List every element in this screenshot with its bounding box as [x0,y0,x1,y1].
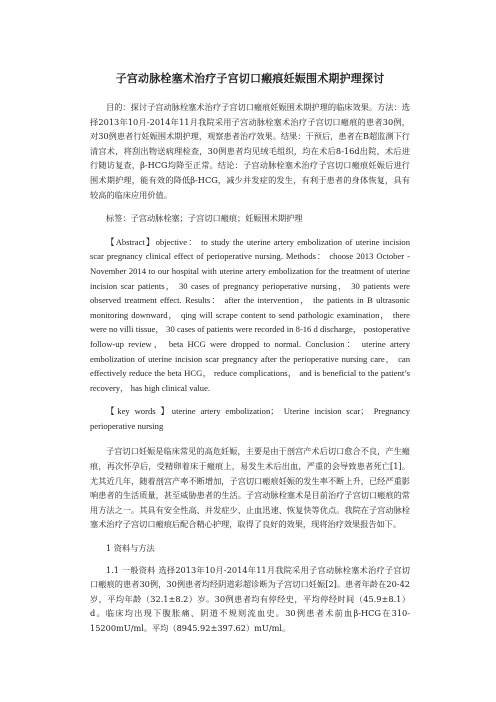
section-heading: 1 资料与方法 [106,543,155,554]
abstract-cn: 目的：探讨子宫动脉栓塞术治疗子宫切口瘢痕妊娠围术期护理的临床效果。方法：选择2013年10月-2014年11月我院采用子宫动脉栓塞术治疗子宫切口瘢痕的患者30例，对30例患者行妊娠围术期护理，观察患者治疗效果。结果：干预后，患者在B超监测下行清宫术，将刮出物送病理检查，30例患者均见绒毛组织，均在术后8-16d出院，术后进行随访复查，β-HCG均降至正常。结论：子宫动脉栓塞术治疗子宫切口瘢痕妊娠后进行围术期护理，能有效的降低β-HCG，减少并发症的发生，有利于患者的身体恢复，具有较高的临床应用价值。 [90,102,410,200]
intro-paragraph: 子宫切口妊娠是临床常见的高危妊娠，主要是由于剖宫产术后切口愈合不良，产生瘢痕，再次怀孕后，受精卵着床于瘢痕上，易发生术后出血，严重的会导致患者死亡[1]。尤其近几年，随着剖宫产率不断增加，子宫切口瘢痕妊娠的发生率不断上升，已经严重影响患者的生活质量，甚至威胁患者的生活。子宫动脉栓塞术是目前治疗子宫切口瘢痕的常用方法之一。其具有安全性高、并发症少、止血迅速、恢复快等优点。我院在子宫动脉栓塞术治疗子宫切口瘢痕后配合精心护理，取得了良好的效果，现将治疗效果报告如下。 [90,446,410,530]
keywords-cn: 标签：子宫动脉栓塞；子宫切口瘢痕；妊娠围术期护理 [106,213,303,224]
abstract-en: 【Abstract】objective： to study the uterine artery embolization of uterine incision scar pregnancy clinical effect of perioperative nursing. Methods： choose 2013 October - November 2014 to our hospital with uterine artery embolization for the treatment of uterine incision scar patients， 30 cases of pregnancy perioperative nursing， 30 patients were observed treatment effect. Results： after the intervention， the patients in B ultrasonic monitoring downward， qing will scrape content to send pathologic examination， there were no villi tissue， 30 cases of patients were recorded in 8-16 d discharge， postoperative follow-up review， beta HCG were dropped to normal. Conclusion： uterine artery embolization of uterine incision scar pregnancy after the perioperative nursing care， can effectively reduce the beta HCG， reduce complications， and is beneficial to the patient’s recovery， has high clinical value. [90,236,410,393]
paper-title: 子宫动脉栓塞术治疗子宫切口瘢痕妊娠围术期护理探讨 [115,72,385,85]
keywords-en: 【key words 】uterine artery embolization； Uterine incision scar； Pregnancy perioperative nursing [90,406,410,431]
section-1-1-paragraph: 1.1 一般资料 选择2013年10月-2014年11月我院采用子宫动脉栓塞术治疗子宫切口瘢痕的患者30例，30例患者均经阴道彩超诊断为子宫切口妊娠[2]。患者年龄在20-42岁，平均年龄（32.1±8.2）岁。30例患者均有停经史，平均停经时间（45.9±8.1）d。临床均出现下腹胀痛、阴道不规则流血史。30例患者术前血β-HCG在310-15200mU/ml。平均（8945.92±397.62）mU/ml。 [90,564,410,633]
